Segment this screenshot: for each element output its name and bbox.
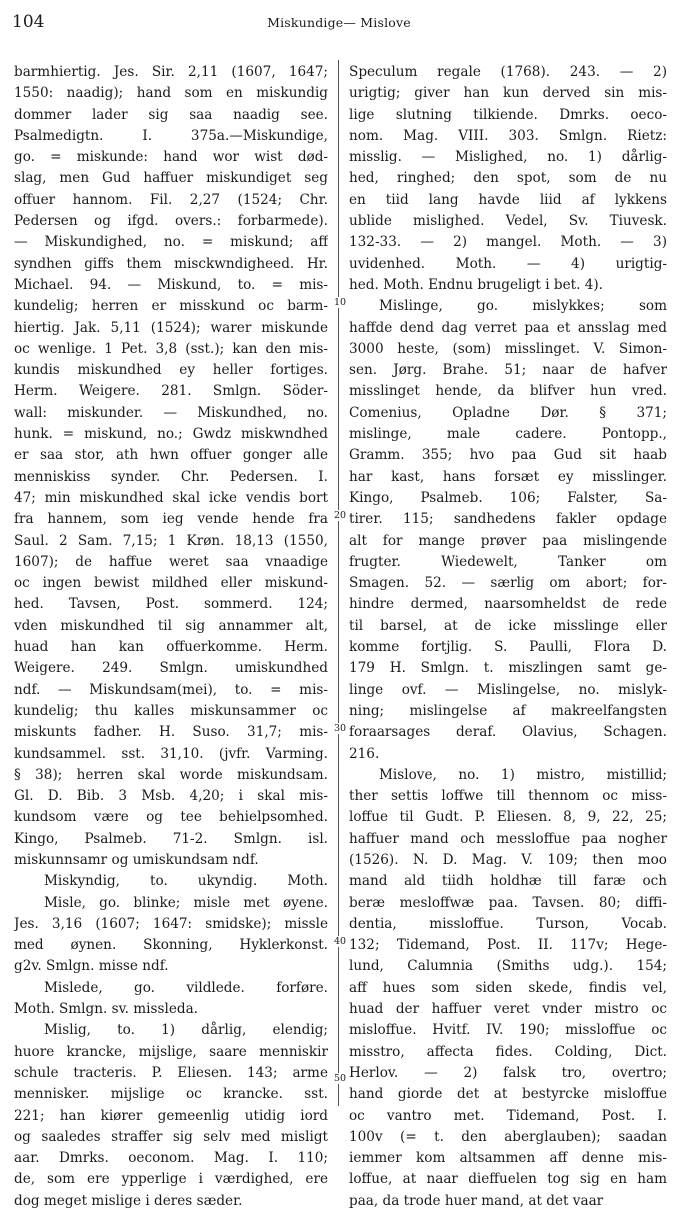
right-column-line: lund, Calumnia (Smiths udg.). 154;	[349, 958, 667, 975]
right-column-line: tirer. 115; sandhedens fakler opdage	[349, 511, 667, 528]
right-column-line: Mislove, no. 1) mistro, mistillid;	[379, 766, 667, 783]
right-column-line: huad der haffuer veret vnder mistro oc	[349, 1001, 667, 1018]
left-column-line: mennisker. mijslige oc krancke. sst.	[14, 1086, 328, 1103]
right-column-line: linge ovf. — Mislingelse, no. mislyk-	[349, 681, 667, 698]
left-column-line: aar. Dmrks. oeconom. Mag. I. 110;	[14, 1150, 328, 1167]
left-column-line: Mislede, go. vildlede. forføre.	[44, 979, 328, 996]
line-number: 20	[334, 510, 347, 521]
left-column-line: kundis miskundhed ey heller fortiges.	[14, 362, 328, 379]
right-column-line: sen. Jørg. Brahe. 51; naar de hafver	[349, 362, 667, 379]
left-column-line: de, som ere ypperlige i værdighed, ere	[14, 1171, 328, 1188]
right-column-line: iemmer kom altsammen aff denne mis-	[349, 1150, 667, 1167]
right-column-line: dentia, missloffue. Turson, Vocab.	[349, 915, 667, 932]
right-column-line: misloffue. Hvitf. IV. 190; missloffue oc	[349, 1022, 667, 1039]
left-column-line: schule tracteris. P. Eliesen. 143; arme	[14, 1064, 328, 1081]
right-column-line: hed, ringhed; den spot, som de nu	[349, 170, 667, 187]
right-column-line: 179 H. Smlgn. t. miszlingen samt ge-	[349, 660, 667, 677]
left-column-line: 221; han kiører gemeenlig utidig iord	[14, 1107, 328, 1124]
line-number: 30	[334, 723, 347, 734]
left-column-line: Herm. Weigere. 281. Smlgn. Söder-	[14, 383, 328, 400]
right-column-line: Herlov. — 2) falsk tro, overtro;	[349, 1064, 667, 1081]
right-column-line: 132-33. — 2) mangel. Moth. — 3)	[349, 234, 667, 251]
left-column-line: er saa stor, ath hwn offuer gonger alle	[14, 447, 328, 464]
left-column-line: Psalmedigtn. I. 375a.—Miskundige,	[14, 127, 328, 144]
left-column-line: vden miskundhed til sig annammer alt,	[14, 617, 328, 634]
left-column-line: Saul. 2 Sam. 7,15; 1 Krøn. 18,13 (1550,	[14, 532, 328, 549]
left-column-line: miskunnsamr og umiskundsam ndf.	[14, 851, 259, 868]
left-column-line: og saaledes straffer sig selv med misligt	[14, 1128, 328, 1145]
page-number: 104	[12, 12, 45, 32]
right-column-line: komme fortjlig. S. Paulli, Flora D.	[349, 639, 667, 656]
left-column-line: Michael. 94. — Miskund, to. = mis-	[14, 276, 328, 293]
left-column-line: menniskiss synder. Chr. Pedersen. I.	[14, 468, 328, 485]
left-column-line: hunk. = miskund, no.; Gwdz miskwndhed	[14, 426, 328, 443]
right-column-line: Speculum regale (1768). 243. — 2)	[349, 64, 667, 80]
left-column-line: Moth. Smlgn. sv. missleda.	[14, 1001, 199, 1018]
right-column-line: beræ mesloffwæ paa. Tavsen. 80; diffi-	[349, 894, 667, 911]
right-column-line: uvidenhed. Moth. — 4) urigtig-	[349, 255, 667, 272]
right-column-line: misslinget hende, da blifver hun vred.	[349, 383, 667, 400]
right-column-line: 216.	[349, 745, 380, 762]
right-column-line: Smagen. 52. — særlig om abort; for-	[349, 575, 667, 592]
right-column-line: hand giorde det at bestyrcke misloffue	[349, 1086, 667, 1103]
right-column-line: mand ald tiidh holdhæ till faræ och	[349, 873, 667, 890]
right-column-line: nom. Mag. VIII. 303. Smlgn. Rietz:	[349, 127, 667, 144]
left-column-line: fra hannem, som ieg vende hende fra	[14, 511, 328, 528]
right-column-line: Kingo, Psalmeb. 106; Falster, Sa-	[349, 489, 667, 506]
right-column-line: loffue til Gudt. P. Eliesen. 8, 9, 22, 25;	[349, 809, 667, 826]
left-column-line: slag, men Gud haffuer miskundiget seg	[14, 170, 328, 187]
running-head: Miskundige— Mislove	[267, 15, 411, 30]
left-column-line: wall: miskunder. — Miskundhed, no.	[14, 404, 328, 421]
right-column-line: haffuer mand och messloffue paa nogher	[349, 830, 667, 847]
right-column-line: 3000 heste, (som) misslinget. V. Simon-	[349, 340, 667, 357]
left-column-line: 1550: naadig); hand som en miskundig	[14, 85, 328, 102]
right-column-line: misstro, affecta fides. Colding, Dict.	[349, 1043, 667, 1060]
left-column-line: Jes. 3,16 (1607; 1647: smidske); missle	[14, 915, 328, 932]
right-column-line: aff hues som siden skede, findis vel,	[349, 979, 667, 996]
left-column-line: dog meget mislige i deres sæder.	[14, 1192, 243, 1209]
right-column-line: til barsel, at de icke misslinge eller	[349, 617, 667, 634]
left-column-line: huore krancke, mijslige, saare menniskir	[14, 1043, 328, 1060]
right-column-line: ublide mislighed. Vedel, Sv. Tiuvesk.	[349, 213, 667, 230]
left-column-line: syndhen giffs them misckwndigheed. Hr.	[14, 255, 328, 272]
line-number: 50	[334, 1073, 347, 1084]
left-column-line: kundelig; herren er misskund oc barm-	[14, 298, 328, 315]
left-column-line: miskunts fadher. H. Suso. 31,7; mis-	[14, 724, 328, 741]
right-column-line: Comenius, Opladne Dør. § 371;	[349, 404, 667, 421]
right-column-line: foraarsages deraf. Olavius, Schagen.	[349, 724, 667, 741]
left-column-line: kundsammel. sst. 31,10. (jvfr. Varming.	[14, 745, 328, 762]
left-column-line: Kingo, Psalmeb. 71-2. Smlgn. isl.	[14, 830, 328, 847]
right-column-line: en tiid lang havde liid af lykkens	[349, 191, 667, 208]
right-column-line: oc vantro met. Tidemand, Post. I.	[349, 1107, 667, 1124]
left-column-line: ndf. — Miskundsam(mei), to. = mis-	[14, 681, 328, 698]
line-number: 10	[334, 297, 347, 308]
right-column-line: urigtig; giver han kun derved sin mis-	[349, 85, 667, 102]
left-column	[14, 62, 328, 1212]
right-column-line: mislinge, male cadere. Pontopp.,	[349, 426, 667, 443]
right-column	[349, 62, 667, 1212]
left-column-line: Weigere. 249. Smlgn. umiskundhed	[14, 660, 328, 677]
left-column-line: Misle, go. blinke; misle met øyene.	[44, 894, 328, 911]
column-divider	[338, 60, 339, 1106]
line-number: 40	[334, 936, 347, 947]
page-header	[0, 12, 678, 36]
right-column-line: haffde dend dag verret paa et ansslag med	[349, 319, 667, 336]
right-column-line: 100v (= t. den aberglauben); saadan	[349, 1128, 667, 1145]
left-column-line: dommer lader sig saa naadig see.	[14, 106, 328, 123]
left-column-line: hed. Tavsen, Post. sommerd. 124;	[14, 596, 328, 613]
left-column-line: huad han kan offuerkomme. Herm.	[14, 639, 328, 656]
left-column-line: med øynen. Skonning, Hyklerkonst.	[14, 937, 328, 954]
right-column-line: ther settis loffwe till thennom oc miss-	[349, 788, 667, 805]
right-column-line: hed. Moth. Endnu brugeligt i bet. 4).	[349, 276, 603, 293]
left-column-line: hiertig. Jak. 5,11 (1524); warer miskunde	[14, 319, 328, 336]
left-column-line: oc ingen bewist mildhed eller miskund-	[14, 575, 328, 592]
left-column-line: kundsom være og tee behielpsomhed.	[14, 809, 328, 826]
left-column-line: 47; min miskundhed skal icke vendis bort	[14, 489, 328, 506]
left-column-line: go. = miskunde: hand wor wist død-	[14, 149, 328, 166]
left-column-line: Miskyndig, to. ukyndig. Moth.	[44, 873, 328, 890]
right-column-line: Mislinge, go. mislykkes; som	[379, 298, 667, 315]
right-column-line: paa, da trode huer mand, at det vaar	[349, 1192, 604, 1209]
right-column-line: frugter. Wiedewelt, Tanker om	[349, 553, 667, 570]
right-column-line: Gramm. 355; hvo paa Gud sit haab	[349, 447, 667, 464]
left-column-line: § 38); herren skal worde miskundsam.	[14, 766, 328, 783]
left-column-line: 1607); de haffue weret saa vnaadige	[14, 553, 328, 570]
right-column-line: har kast, hans forsæt ey misslinger.	[349, 468, 667, 485]
right-column-line: 132; Tidemand, Post. II. 117v; Hege-	[349, 937, 667, 954]
left-column-line: barmhiertig. Jes. Sir. 2,11 (1607, 1647;	[14, 64, 328, 80]
left-column-line: kundelig; thu kalles miskunsammer oc	[14, 702, 328, 719]
right-column-line: alt for mange prøver paa mislingende	[349, 532, 667, 549]
right-column-line: misslig. — Mislighed, no. 1) dårlig-	[349, 149, 667, 166]
right-column-line: loffue, at naar dieffuelen tog sig en ham	[349, 1171, 667, 1188]
left-column-line: offuer hannom. Fil. 2,27 (1524; Chr.	[14, 191, 328, 208]
left-column-line: Gl. D. Bib. 3 Msb. 4,20; i skal mis-	[14, 788, 328, 805]
left-column-line: g2v. Smlgn. misse ndf.	[14, 958, 169, 975]
right-column-line: ning; mislingelse af makreelfangsten	[349, 702, 667, 719]
left-column-line: — Miskundighed, no. = miskund; aff	[14, 234, 328, 251]
right-column-line: lige slutning tilkiende. Dmrks. oeco-	[349, 106, 667, 123]
right-column-line: (1526). N. D. Mag. V. 109; then moo	[349, 851, 667, 868]
left-column-line: Pedersen og ifgd. overs.: forbarmede).	[14, 213, 328, 230]
left-column-line: oc wenlige. 1 Pet. 3,8 (sst.); kan den mis-	[14, 340, 328, 357]
right-column-line: hindre dermed, naarsomheldst de rede	[349, 596, 667, 613]
left-column-line: Mislig, to. 1) dårlig, elendig;	[44, 1022, 328, 1039]
